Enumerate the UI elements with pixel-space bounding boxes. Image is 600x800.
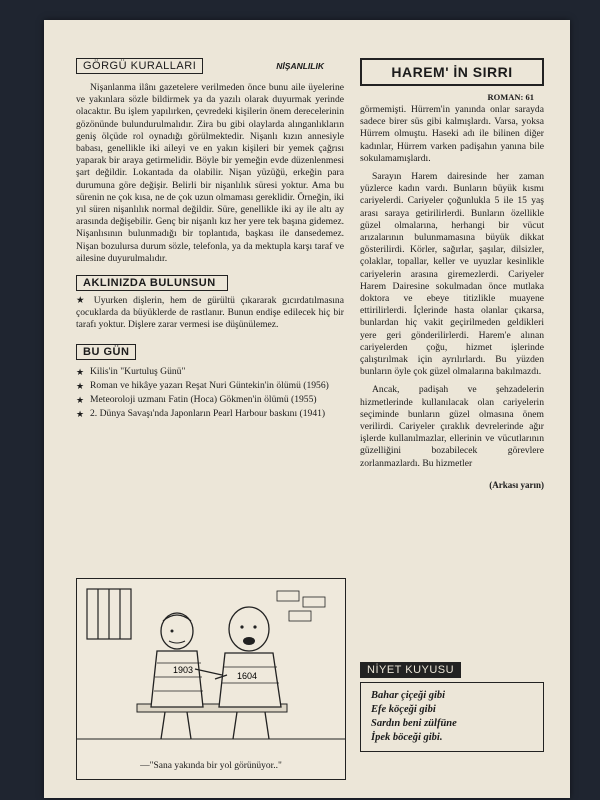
prisoner-number-left: 1903 [173, 665, 194, 675]
star-icon: ★ [76, 408, 85, 419]
section-heading-aklinizda: AKLINIZDA BULUNSUN [76, 275, 228, 291]
continued-note: (Arkası yarın) [489, 479, 544, 490]
serial-title: HAREM' İN SIRRI [360, 58, 544, 86]
poem-line: Efe köçeği gibi [371, 704, 436, 715]
bugun-list [76, 366, 344, 420]
section-heading-bugun: BU GÜN [76, 344, 136, 360]
cartoon-panel [76, 578, 346, 780]
serial-paragraph: görmemişti. Hürrem'in yanında onlar sarayda sadece birer süs gibi kalmışlardı. Varsa, yoksa Hürrem olmuştu. Haseki adı ile bilinen diğer kadınlar, Hürrem varken padişahın yanına bile sokulamamışlardı. [360, 104, 544, 164]
serial-paragraph: Sarayın Harem dairesinde her zaman yüzlerce kadın vardı. Bunların büyük kısmı cariyelerdi. Cariyeler çoğunlukla 5 ile 15 yaş arası saraya getirilirlerdi. Bunların özellikle güzel olmalarına, herhangi bir vücut arızalarının bulunmamasına büyük dikkat gösterilirdi. Körler, sağırlar, şaşılar, dilsizler, çolaklar, topallar, keller ve uyuzlar kesinlikle cariyelerin arasına giremezlerdi. Cariyeler Harem Dairesine sokulmadan önce mutlaka doktora ve ebeye titizlikle muayene ettirilirlerdi. İçlerinde hasta olanlar çıkarsa, bunlardan hiç vakit geçirilmeden geldikleri yere geri gönderilirlerdi. Harem'e alınan cariyelerden çoğu, hizmet işlerinde çalıştırılmak için ayrılırlardı. Bu yüzden bunların öyle çok güzel olmalarına bakılmazdı. [360, 171, 544, 378]
serial-paragraph: Ancak, padişah ve şehzadelerin hizmetlerinde kullanılacak olan cariyelerin seçiminde bunların güzel olmasına önem verilirdi. Cariyeler çıraklık devrelerinde ağır işlerde kullanılmazlar, ellerinin ve vücutlarının güzelliğini bozabilecek görevlere zorlanmazlardı. Bu hizmetler [360, 384, 544, 469]
list-item: ★ Roman ve hikâye yazarı Reşat Nuri Güntekin'in ölümü (1956) [76, 379, 329, 391]
niyet-poem-box [360, 682, 544, 752]
cartoon-drawing [77, 579, 345, 754]
star-icon: ★ [76, 366, 85, 377]
newspaper-page [44, 20, 570, 798]
prisoner-number-right: 1604 [237, 671, 258, 681]
article-text-aklinizda: ★ Uyurken dişlerin, hem de gürültü çıkararak gıcırdatılmasına çocuklarda da büyüklerde de rastlanır. Bunun endişe edilecek hiç bir tarafı yoktur. Dişlere zarar vermesi ise düşünülemez. [76, 295, 344, 331]
left-column [76, 58, 344, 422]
section-heading-gorgu: GÖRGÜ KURALLARI [76, 58, 203, 74]
list-item: ★ Meteoroloji uzmanı Fatin (Hoca) Gökmen'in ölümü (1955) [76, 393, 317, 405]
article-text-nisanlilik: Nişanlanma ilânı gazetelere verilmeden önce bunu aile üyelerine ve yakınlara sözle bildirmek ya da yazılı olarak duyurmak yerinde olacaktır. Bu işlem yapılırken, çevredeki kişilerin önem derecelerinin gözönünde bulundurulmalıdır. Zira bu gibi olaylarda alınganlıkların geniş ölçüde rol oynadığı görülmektedir. Nişanlı kızın annesiyle babası, genellikle iki aileyi ve en yakın kişileri bir yemek çağrısı yaparak bir araya getirmelidir. Böyle bir yemeğin evde düzenlenmesi şart değildir. Lokantada da olabilir. Nişan yüzüğü, erkeğin para durumuna göre değişir. Belirli bir nişanlılık süresi yoktur. Ama bu sürenin ne çok kısa, ne de çok uzun olmaması gereklidir. Örneğin, iki yıl süren nişanlılık normal değildir. Süre, genellikle iki ay ile altı ay arasında değişebilir. Genç bir nişanlı kız her yere tek başına gidemez. Nişanlısının bulunmadığı bir toplantıda, başkası ile dansedemez. Nişan bozulursa durum sözle, telefonla, ya da mektupla karşı taraf ve ailesine duyurulmalıdır. [76, 82, 344, 264]
list-item: ★ Kilis'in "Kurtuluş Günü" [76, 365, 186, 377]
list-item: ★ 2. Dünya Savaşı'nda Japonların Pearl Harbour baskını (1941) [76, 407, 326, 419]
cartoon-caption: —"Sana yakında bir yol görünüyor.." [140, 761, 282, 771]
niyet-kuyusu-section [360, 660, 544, 752]
poem-line: İpek böceği gibi. [371, 732, 443, 743]
section-heading-niyet: NİYET KUYUSU [360, 662, 461, 678]
roman-number: ROMAN: 61 [487, 92, 534, 102]
poem-line: Sardın beni zülfüne [371, 718, 457, 729]
right-column [360, 58, 544, 490]
section-tag-nisanlilik: NİŞANLILIK [276, 61, 324, 71]
star-icon: ★ [76, 394, 85, 405]
star-icon: ★ [76, 380, 85, 391]
gorgu-header [76, 58, 344, 74]
poem-line: Bahar çiçeği gibi [371, 690, 446, 701]
